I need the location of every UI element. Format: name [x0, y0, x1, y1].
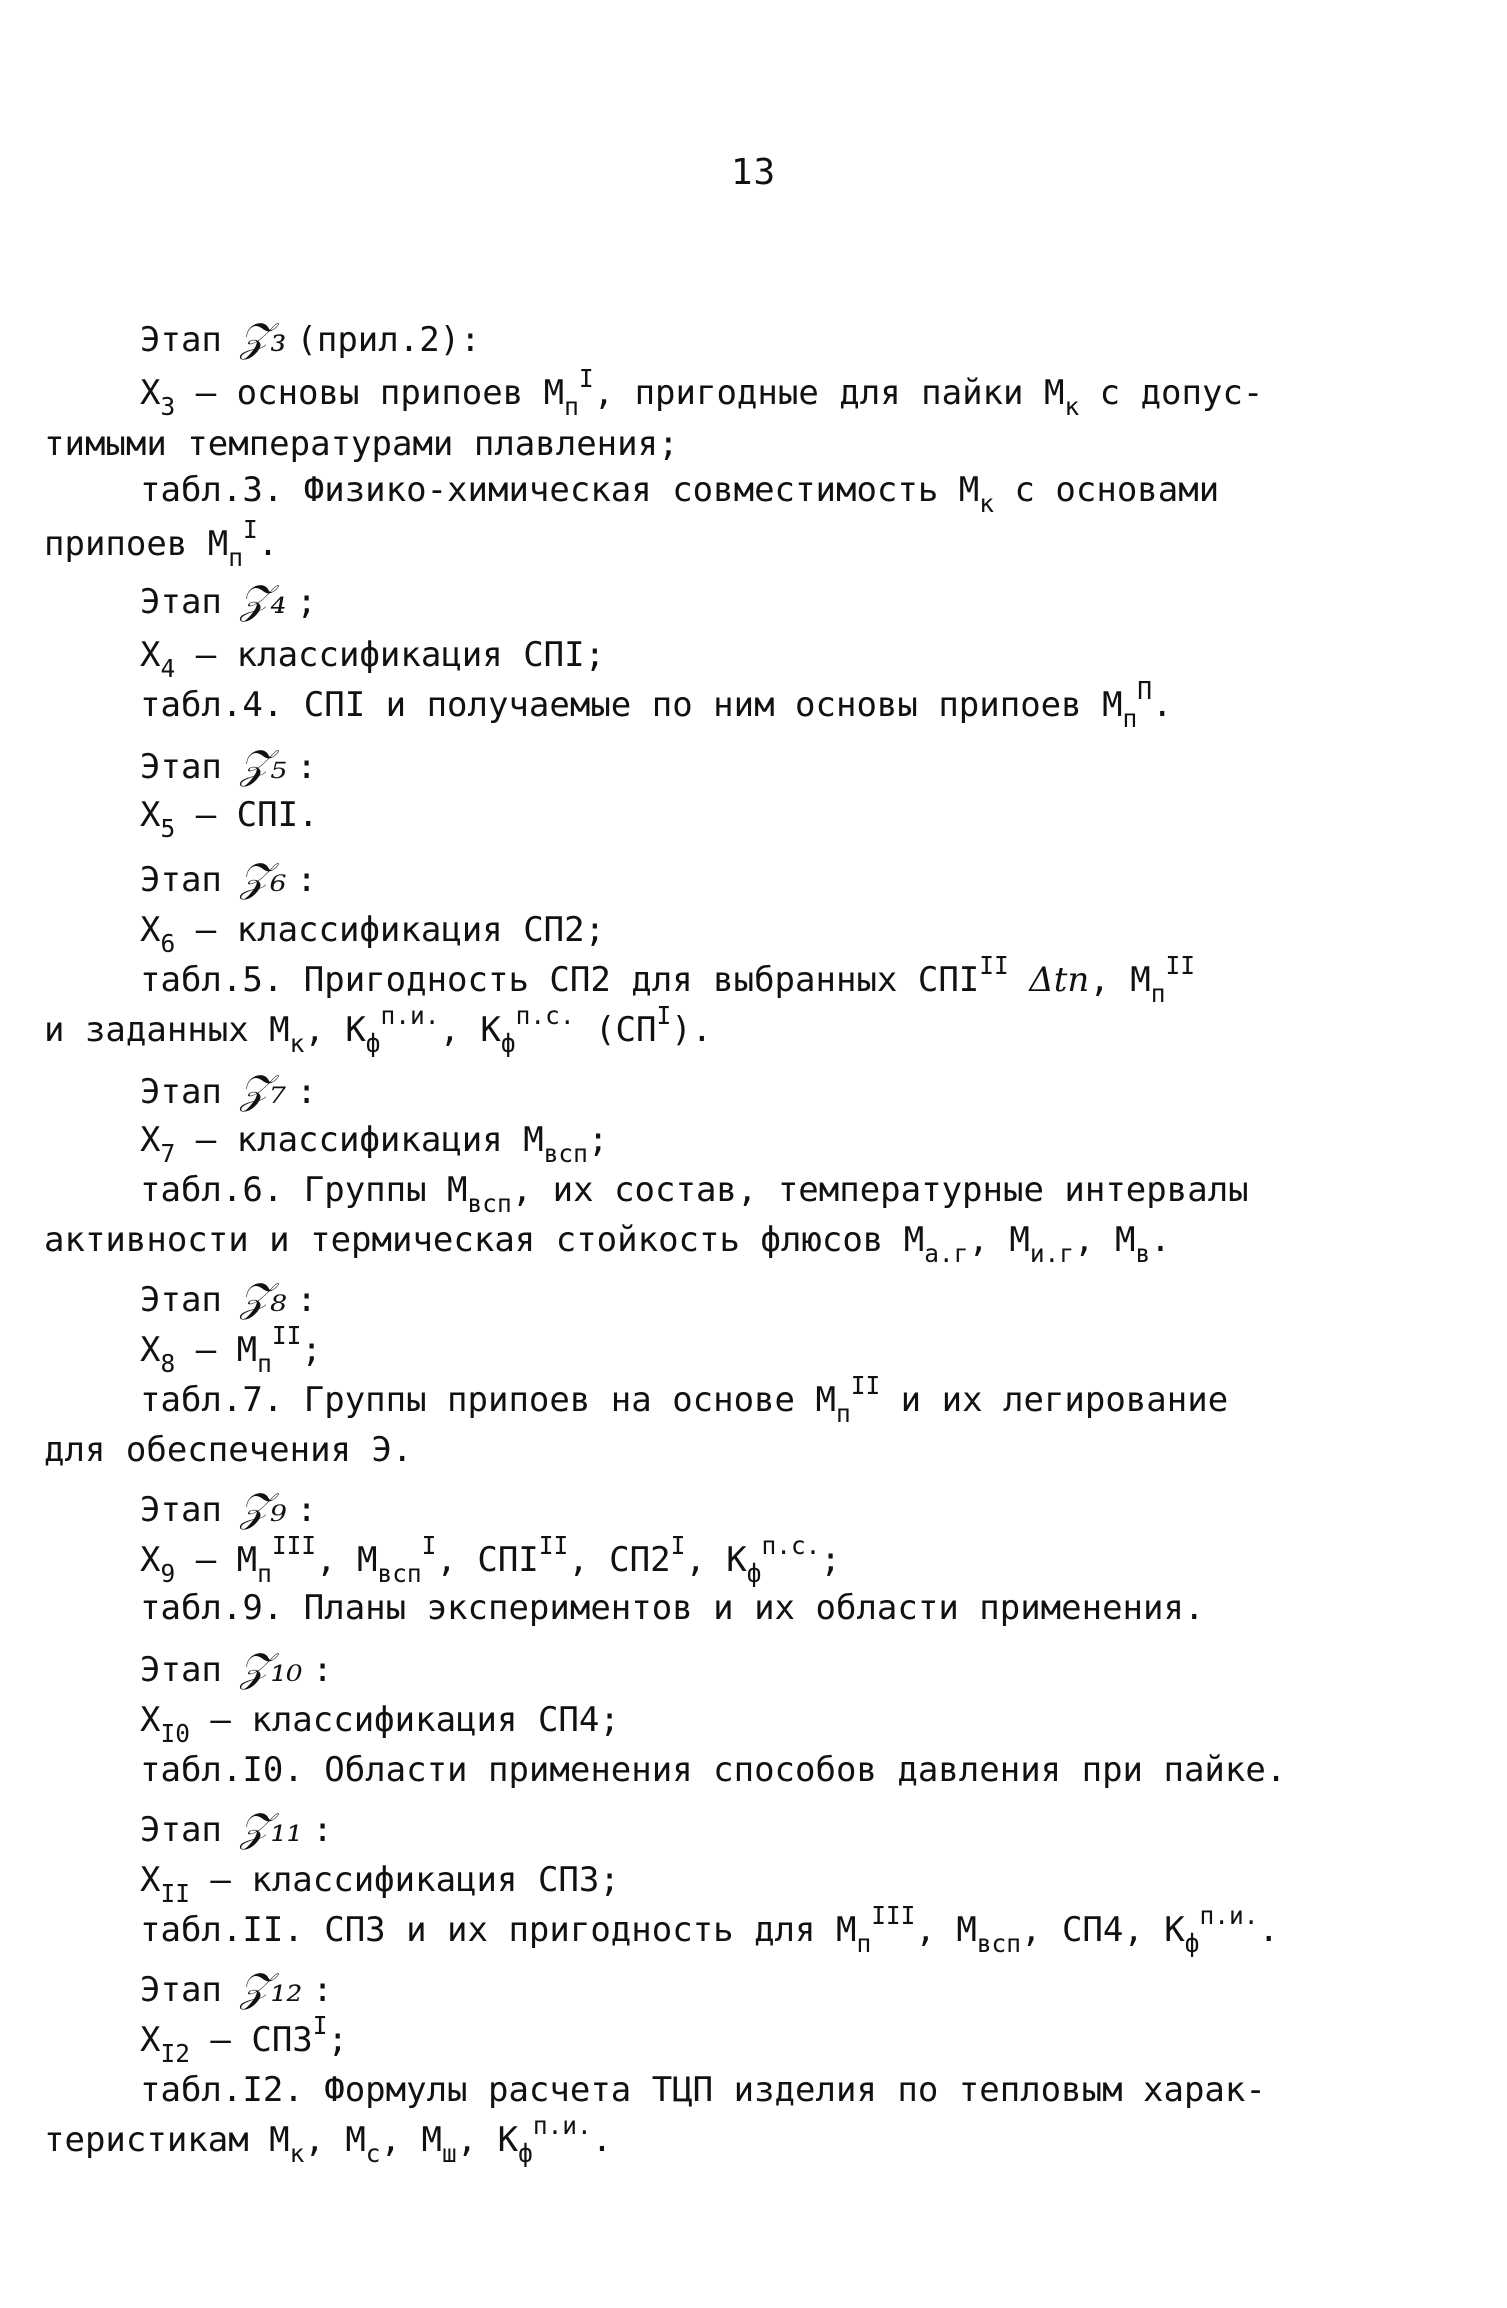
table12-line2: теристикам $М_к$, $М_с$, $М_ш$, $К_ф^{п.и.}$.	[44, 2110, 613, 2169]
stage-3-heading	[140, 315, 481, 361]
table12-line1: табл.I2. Формулы расчета ТЦП изделия по тепловым харак-	[140, 2070, 1266, 2110]
table7-line1: табл.7. Группы припоев на основе $М_п^{II}$ и их легирование	[140, 1370, 1229, 1429]
table11-line: табл.II. СП3 и их пригодность для $М_п^{III}$, $М_{всп}$, СП4, $К_ф^{п.и.}$.	[140, 1900, 1279, 1959]
stage-4-heading: Этап 𝒵₄ ;	[140, 577, 317, 623]
stage-symbol: 𝒵₄	[239, 577, 287, 623]
stage-6-heading: Этап 𝒵₆ :	[140, 855, 317, 901]
stage-5-heading: Этап 𝒵₅ :	[140, 742, 317, 788]
stage-symbol: 𝒵₃	[239, 315, 287, 361]
x11-definition: $X_{II}$ – классификация СП3;	[140, 1860, 620, 1909]
table9-line: табл.9. Планы экспериментов и их области применения.	[140, 1588, 1205, 1628]
table3-line1: табл.3. Физико-химическая совместимость $М_к$ с основами	[140, 470, 1220, 519]
stage-7-heading: Этап 𝒵₇ :	[140, 1067, 317, 1113]
stage-8-heading: Этап 𝒵₈ :	[140, 1275, 317, 1321]
x9-definition: $X_9 - М_п^{III}$, $М_{всп}^I$, $СПI^{II}$, $СП2^I$, $К_ф^{п.с.}$;	[140, 1530, 841, 1589]
x7-definition: $X_7$ – классификация $М_{всп}$;	[140, 1120, 609, 1169]
x10-definition: $X_{I0}$ – классификация СП4;	[140, 1700, 620, 1749]
x5-definition: $X_5$ – СПI.	[140, 795, 319, 844]
x3-definition-line1: $X_3$ – основы припоев $М_п^I$, пригодные для пайки $М_к$ с допус-	[140, 363, 1264, 422]
table5-line2: и заданных $М_к$, $К_ф^{п.и.}$, $К_ф^{п.с.}$ $(СП^I)$.	[44, 1000, 713, 1059]
table4-line: табл.4. СПI и получаемые по ним основы припоев $М_п^П$.	[140, 675, 1173, 734]
stage-symbol: 𝒵₆	[239, 855, 287, 901]
x3-definition-line2: тимыми температурами плавления;	[44, 424, 679, 464]
stage-12-heading: Этап 𝒵₁₂ :	[140, 1965, 333, 2011]
table7-line2: для обеспечения Э.	[44, 1430, 413, 1470]
stage-symbol: 𝒵₁₁	[239, 1805, 303, 1851]
page-number: 13	[730, 152, 777, 193]
table6-line2: активности и термическая стойкость флюсов $М_{а.г}$, $М_{и.г}$, $М_в$.	[44, 1220, 1171, 1269]
x4-definition: $X_4$ – классификация СПI;	[140, 635, 606, 684]
x6-definition: $X_6$ – классификация СП2;	[140, 910, 606, 959]
stage-symbol: 𝒵₅	[239, 742, 287, 788]
stage-11-heading: Этап 𝒵₁₁ :	[140, 1805, 333, 1851]
stage-symbol: 𝒵₁₂	[239, 1965, 303, 2011]
table6-line1: табл.6. Группы $М_{всп}$, их состав, температурные интервалы	[140, 1170, 1249, 1219]
stage-symbol: 𝒵₇	[239, 1067, 287, 1113]
table5-line1: табл.5. Пригодность СП2 для выбранных $СПI^{II}$ Δtп, $М_п^{II}$	[140, 950, 1195, 1009]
stage-word: Этап	[140, 320, 222, 360]
stage-ref: (прил.2):	[296, 320, 481, 360]
x8-definition: $X_8 - М_п^{II}$;	[140, 1320, 322, 1379]
x12-definition: $X_{I2} - СП3^I$;	[140, 2010, 348, 2069]
stage-symbol: 𝒵₈	[239, 1275, 287, 1321]
table3-line2: припоев $М_п^I$.	[44, 514, 279, 573]
stage-symbol: 𝒵₉	[239, 1485, 287, 1531]
stage-10-heading: Этап 𝒵₁₀ :	[140, 1645, 333, 1691]
table10-line: табл.I0. Области применения способов давления при пайке.	[140, 1750, 1287, 1790]
stage-symbol: 𝒵₁₀	[239, 1645, 303, 1691]
stage-9-heading: Этап 𝒵₉ :	[140, 1485, 317, 1531]
